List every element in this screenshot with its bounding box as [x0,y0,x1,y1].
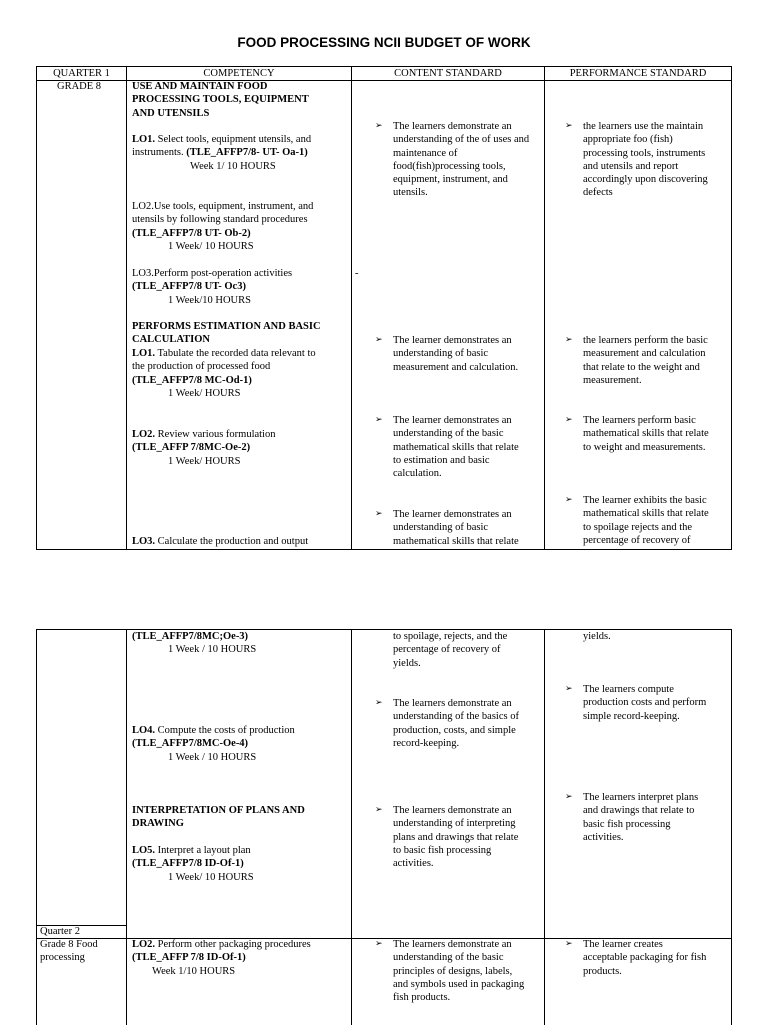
lo3-calculate-production: LO3. Calculate the production and output [132,536,309,547]
lo2-use-tools: LO2.Use tools, equipment, instrument, and utensils by following standard procedures (TLE_AFFP7/8 UT- Ob-2) 1 Week/ 10 HOURS [132,201,314,252]
arrow-bullet-icon: ➢ [565,415,573,425]
lo2-review-formulation: LO2. Review various formulation (TLE_AFFP 7/8MC-Oe-2) 1 Week/ HOURS [132,429,276,467]
header-quarter: QUARTER 1 [53,68,110,79]
column-divider [351,67,352,549]
quarter-2-label: Quarter 2 [40,926,80,937]
lo1-select-tools: LO1. Select tools, equipment utensils, and instruments. (TLE_AFFP7/8- UT- Oa-1) Week 1/ 10 HOURS [132,134,312,172]
grade-label: GRADE 8 [57,81,102,92]
lo1-tabulate-data: LO1. Tabulate the recorded data relevant to the production of processed food (TLE_AFFP7/8 MC-Od-1) 1 Week/ HOURS [132,348,316,399]
arrow-bullet-icon: ➢ [565,495,573,505]
column-divider [544,67,545,549]
header-content-standard: CONTENT STANDARD [394,68,502,79]
dash-mark: - [355,268,359,279]
arrow-bullet-icon: ➢ [565,335,573,345]
arrow-bullet-icon: ➢ [375,939,383,949]
column-divider [351,630,352,1025]
section-heading-interpretation: INTERPRETATION OF PLANS AND DRAWING [132,805,305,830]
arrow-bullet-icon: ➢ [375,509,383,519]
page-title: FOOD PROCESSING NCII BUDGET OF WORK [237,35,531,50]
arrow-bullet-icon: ➢ [565,684,573,694]
section-heading-estimation: PERFORMS ESTIMATION AND BASIC CALCULATION [132,321,321,346]
arrow-bullet-icon: ➢ [565,121,573,131]
arrow-bullet-icon: ➢ [375,805,383,815]
arrow-bullet-icon: ➢ [375,415,383,425]
budget-table-page-1: QUARTER 1 COMPETENCY CONTENT STANDARD PERFORMANCE STANDARD GRADE 8 USE AND MAINTAIN FOOD PROCESSING TOOLS, EQUIPMENT AND UTENSILS LO1. Select tools, equipment utensils, and instruments. (TLE_AFFP7/8- UT- Oa-1) Week 1/ 10 HOURS LO2.Use tools, equipment, instrument, and utensils by following standard procedures (TLE_AFFP7/8 UT- Ob-2) 1 Week/ 10 HOURS LO3.Perform post-operation activities (TLE_AFFP7/8 UT- Oc3) 1 Week/10 HOURS PERFORMS ESTIMATION AND BASIC CALCULATION LO1. Tabulate the recorded data relevant to the production of processed food (TLE_AFFP7/8 MC-Od-1) 1 Week/ HOURS LO2. Review various formulation (TLE_AFFP 7/8MC-Oe-2) 1 Week/ HOURS LO3. Calculate the production and output - ➢ The learners demonstrate an understanding of the of uses and maintenance of food(fish)processing tools, equipment, instrument, and utensils. ➢ The learner demonstrates an understanding of basic measurement and calculation. ➢ The learner demonstrates an understanding of the basic mathematical skills that relate to estimation and basic calculation. ➢ The learner demonstrates an understanding of basic mathematical skills that relate ➢ the learners use the maintain appropriate foo (fish) processing tools, instruments and utensils and report accordingly upon discovering defects ➢ the learners perform the basic measurement and calculation that relate to the weight and measurement. ➢ The learners perform basic mathematical skills that relate to weight and measurements. ➢ The learner exhibits the basic mathematical skills that relate to spoilage rejects and the percentage of recovery of [36,66,732,550]
lo2-packaging-procedures: LO2. Perform other packaging procedures (TLE_AFFP 7/8 ID-Of-1) Week 1/10 HOURS [132,939,311,977]
arrow-bullet-icon: ➢ [565,792,573,802]
column-divider [126,67,127,549]
arrow-bullet-icon: ➢ [375,335,383,345]
lo4-compute-costs: LO4. Compute the costs of production (TLE_AFFP7/8MC-Oe-4) 1 Week / 10 HOURS [132,725,295,763]
lo3-continuation: (TLE_AFFP7/8MC;Oe-3) 1 Week / 10 HOURS [132,631,257,656]
performance-standard-continuation: yields. [583,631,611,642]
budget-table-page-2: (TLE_AFFP7/8MC;Oe-3) 1 Week / 10 HOURS to spoilage, rejects, and the percentage of recovery of yields. yields. LO4. Compute the costs of production (TLE_AFFP7/8MC-Oe-4) 1 Week / 10 HOURS ➢ The learners demonstrate an understanding of the basics of production, costs, and simple record-keeping. ➢ The learners compute production costs and perform simple record-keeping. INTERPRETATION OF PLANS AND DRAWING LO5. Interpret a layout plan (TLE_AFFP7/8 ID-Of-1) 1 Week/ 10 HOURS ➢ The learners demonstrate an understanding of interpreting plans and drawings that relate to basic fish processing activities. ➢ The learners interpret plans and drawings that relate to basic fish processing activities. Quarter 2 Grade 8 Food processing LO2. Perform other packaging procedures (TLE_AFFP 7/8 ID-Of-1) Week 1/10 HOURS ➢ The learners demonstrate an understanding of the basic principles of designs, labels, and symbols used in packaging fish products. ➢ The learner creates acceptable packaging for fish products. [36,629,732,1025]
content-standard-continuation: to spoilage, rejects, and the percentage of recovery of yields. [393,631,508,669]
lo3-post-operation: LO3.Perform post-operation activities (TLE_AFFP7/8 UT- Oc3) 1 Week/10 HOURS [132,268,293,306]
arrow-bullet-icon: ➢ [375,698,383,708]
column-divider [126,630,127,1025]
section-heading-tools: USE AND MAINTAIN FOOD PROCESSING TOOLS, EQUIPMENT AND UTENSILS [132,81,309,119]
grade-8-food-processing-label: Grade 8 Food processing [40,939,98,964]
lo5-interpret-layout: LO5. Interpret a layout plan (TLE_AFFP7/8 ID-Of-1) 1 Week/ 10 HOURS [132,845,254,883]
arrow-bullet-icon: ➢ [565,939,573,949]
header-performance-standard: PERFORMANCE STANDARD [569,68,707,79]
column-divider [544,630,545,1025]
arrow-bullet-icon: ➢ [375,121,383,131]
header-competency: COMPETENCY [203,68,275,79]
